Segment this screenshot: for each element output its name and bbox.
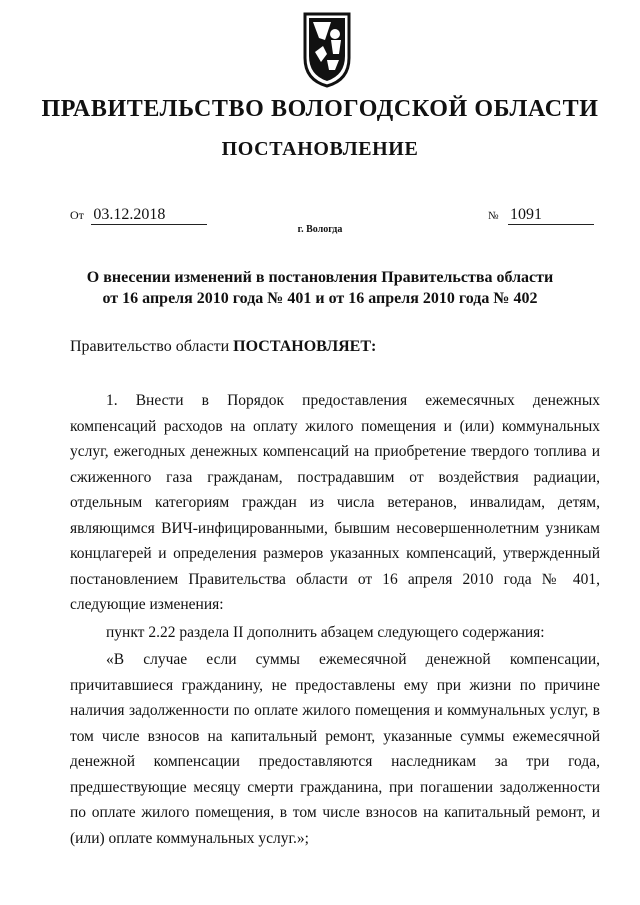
preamble-text: Правительство области: [70, 338, 234, 355]
paragraph-3: «В случае если суммы ежемесячной денежной компенсации, причитавшиеся гражданину, не предоставлены ему при жизни по причине наличия задолженности по оплате жилого помещения и коммунальных услуг, в том числе взносов на капитальный ремонт, указанные суммы ежемесячной денежной компенсации предоставляются наследникам за три года, предшествующие месяцу смерти гражданина, при погашении задолженности по оплате жилого помещения, в том числе взносов на капитальный ремонт, и (или) оплате коммунальных услуг.»;: [70, 651, 600, 847]
number-field: [488, 206, 594, 225]
number-prefix: №: [488, 210, 499, 222]
city-label: г. Вологда: [297, 224, 343, 235]
document-body: [70, 388, 600, 851]
subject-line-1: О внесении изменений в постановления Правительства области: [86, 269, 554, 286]
date-field: [70, 206, 207, 225]
subject-line-2: от 16 апреля 2010 года № 401 и от 16 апреля 2010 года № 402: [102, 290, 538, 307]
document-subject: [0, 267, 640, 309]
document-type-heading: ПОСТАНОВЛЕНИЕ: [221, 138, 419, 160]
vologda-coat-of-arms-icon: [301, 10, 353, 88]
date-value: 03.12.2018: [91, 206, 207, 225]
government-title: ПРАВИТЕЛЬСТВО ВОЛОГОДСКОЙ ОБЛАСТИ: [41, 96, 599, 122]
date-prefix: От: [70, 208, 84, 222]
preamble-emphasis: ПОСТАНОВЛЯЕТ:: [233, 338, 377, 355]
preamble: [70, 338, 376, 356]
number-value: 1091: [508, 206, 594, 225]
paragraph-1: 1. Внести в Порядок предоставления ежемесячных денежных компенсаций расходов на оплату жилого помещения и (или) коммунальных услуг, ежегодных денежных компенсаций на приобретение твердого топлива и сжиженного газа гражданам, пострадавшим от воздействия радиации, отдельным категориям граждан из числа ветеранов, инвалидам, детям, являющимся ВИЧ-инфицированными, бывшим несовершеннолетним узникам концлагерей и определения размеров указанных компенсаций, утвержденный постановлением Правительства области от 16 апреля 2010 года № 401, следующие изменения:: [70, 392, 600, 613]
paragraph-2: пункт 2.22 раздела II дополнить абзацем следующего содержания:: [106, 623, 545, 641]
